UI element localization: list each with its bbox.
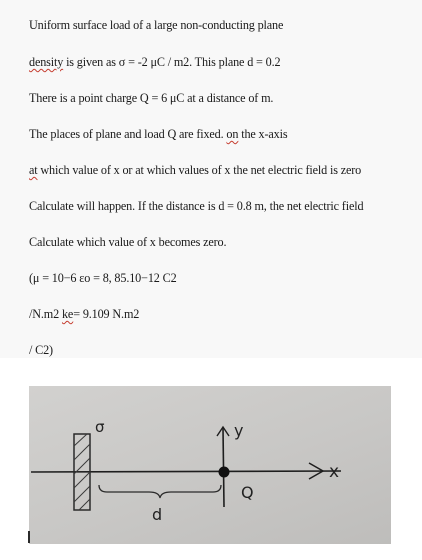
- question-line-text: /: [29, 307, 33, 321]
- question-line-text: which value of x or at which values of x the net electric field is zero: [40, 163, 362, 177]
- question-line: [29, 307, 139, 322]
- question-line: [29, 163, 361, 178]
- question-line: Calculate will happen. If the distance is d = 0.8 m, the net electric field: [29, 199, 364, 213]
- charge-label: Q: [241, 483, 254, 502]
- text-cursor: [28, 531, 30, 543]
- spellcheck-flagged-word[interactable]: on: [226, 127, 239, 141]
- question-line: Uniform surface load of a large non-conducting plane: [29, 18, 284, 32]
- question-line: Calculate which value of x becomes zero.: [29, 235, 227, 249]
- distance-label: d: [152, 505, 163, 524]
- question-line-text: The places of plane and load Q are fixed.: [29, 127, 224, 141]
- y-axis-label: y: [234, 421, 244, 440]
- question-line: (μ = 10−6 εo = 8, 85.10−12 C2: [29, 271, 177, 285]
- sigma-label: σ: [95, 418, 105, 436]
- x-axis-label: x: [329, 462, 340, 482]
- spellcheck-flagged-word[interactable]: at: [29, 163, 38, 177]
- hand-drawn-figure-photo: [29, 386, 391, 544]
- question-line: / C2): [29, 343, 53, 357]
- question-line-text: the x-axis: [241, 127, 288, 141]
- spellcheck-flagged-word[interactable]: density: [29, 55, 64, 69]
- point-charge-dot: [219, 467, 230, 478]
- spellcheck-flagged-word[interactable]: ke: [61, 307, 74, 321]
- distance-bracket: [99, 485, 221, 498]
- question-line-text: N.m2: [32, 307, 60, 321]
- figure-sketch: [29, 386, 391, 544]
- question-line-text: = 9.109 N.m2: [73, 307, 140, 321]
- question-line: [29, 127, 287, 142]
- question-line: There is a point charge Q = 6 μC at a distance of m.: [29, 91, 274, 105]
- question-line: [29, 55, 280, 70]
- question-line-text: is given as σ = -2 μC / m2. This plane d = 0.2: [66, 55, 281, 69]
